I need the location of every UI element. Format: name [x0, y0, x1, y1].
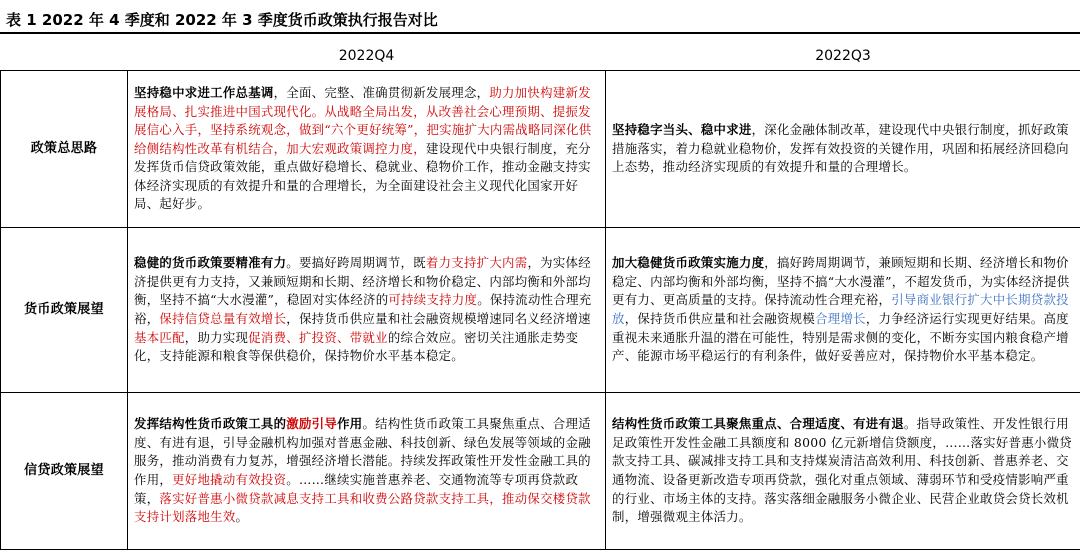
text-run: ，搞好跨周期调节，兼顾短期和长期、经济增长和物价稳定、内部均衡和外部均衡，坚持不搞“大水漫灌”，不超发货币，为实体经济提供更有力、更高质量的支持。保持流动性合理充裕，	[612, 255, 1070, 308]
text-run: ，力争经济运行实现更好结果。高度重视未来通胀升温的潜在可能性，特别是需求侧的变化，不断夯实国内粮食稳产增产、能源市场平稳运行的有利条件，做好妥善应对，保持物价水平基本稳定。	[612, 311, 1069, 364]
text-run: 促消费、扩投资、带就业	[248, 329, 388, 345]
cell-q3-policy-approach	[606, 71, 1080, 228]
text-run: 的综合效应。密切关注通胀走势变化，支持能源和粮食等保供稳价，保持物价水平基本稳定。	[134, 329, 579, 364]
row-label-policy-approach: 政策总思路	[1, 71, 128, 228]
cell-q3-credit-outlook	[606, 393, 1080, 550]
cell-q4-credit-outlook	[128, 393, 606, 550]
text-run: 。结构性货币政策工具聚焦重点、合理适度、有进有退，引导金融机构加强对普惠金融、科技创新、绿色发展等领域的金融服务，推动消费有力复苏，增强经济增长潜能。持续发挥政策性开发性金融工具的作用，	[134, 416, 591, 487]
text-run: 加大稳健货币政策实施力度	[612, 255, 765, 271]
text-run: 基本匹配	[134, 329, 185, 345]
text-run: 结构性货币政策工具聚焦重点、合理适度、有进有退	[612, 416, 904, 432]
comparison-table	[0, 42, 1080, 550]
text-run: ，助力实现	[184, 329, 249, 345]
text-run: 着力支持扩大内需	[425, 255, 528, 271]
text-run: 落实好普惠小微贷款减息支持工具和收费公路贷款支持工具，推动保交楼贷款支持计划落地生效	[134, 490, 591, 525]
row-label-monetary-outlook: 货币政策展望	[1, 228, 128, 393]
text-run: ，全面、完整、准确贯彻新发展理念，	[273, 84, 490, 100]
text-run: 发挥结构性货币政策工具的	[134, 416, 287, 432]
text-run: 。保持流动性合理充裕，	[134, 292, 592, 326]
text-run: 更好地撬动有效投资	[172, 472, 287, 487]
text-run: 建设现代中央银行制度，充分发挥货币信贷政策效能，重点做好稳增长、稳就业、稳物价工作，推动金融支持实体经济实现质的有效提升和量的合理增长，为全面建设社会主义现代化国家开好局、起好步。	[134, 140, 591, 212]
text-run: 合理增长	[815, 311, 866, 326]
cell-q4-policy-approach	[128, 71, 606, 228]
header-q3: 2022Q3	[606, 42, 1080, 71]
header-corner	[1, 42, 128, 71]
text-run: 保持信贷总量有效增长	[159, 311, 287, 326]
text-run: 激励引导	[286, 416, 338, 432]
text-run: 可持续支持力度	[388, 292, 478, 308]
text-run: 作用	[337, 416, 363, 432]
header-q4: 2022Q4	[128, 42, 606, 71]
table-row	[1, 71, 1080, 228]
table-row	[1, 228, 1080, 393]
top-rule	[0, 32, 1080, 34]
text-run: 。	[235, 509, 249, 525]
table-row	[1, 393, 1080, 550]
cell-q4-monetary-outlook	[128, 228, 606, 393]
table-caption: 表 1 2022 年 4 季度和 2022 年 3 季度货币政策执行报告对比	[6, 11, 438, 29]
text-run: ，为实体经济提供更有力支持，又兼顾短期和长期、经济增长和物价稳定、内部均衡和外部均衡，坚持不搞“大水漫灌”，稳固对实体经济的	[134, 255, 591, 308]
text-run: ，保持货币供应量和社会融资规模	[624, 311, 816, 326]
text-run: 。要搞好跨周期调节，既	[286, 255, 426, 271]
text-run: ，保持货币供应量和社会融资规模增速同名义经济增速	[286, 311, 591, 326]
header-row	[1, 42, 1080, 71]
text-run: 助力加快构建新发展格局、扎实推进中国式现代化。从战略全局出发，从改善社会心理预期、提振发展信心入手，坚持系统观念，做到“六个更好统筹”，把实施扩大内需战略同深化供给侧结构性改革有机结合，加大宏观政策调控力度，	[134, 84, 592, 156]
text-run: 坚持稳字当头、稳中求进	[612, 122, 752, 138]
text-run: 。指导政策性、开发性银行用足政策性开发性金融工具额度和 8000 亿元新增信贷额度，……落实好普惠小微贷款支持工具、碳减排支持工具和支持煤炭清洁高效利用、科技创新、普惠养老、交通物流、设备更新改造专项再贷款，强化对重点领域、薄弱环节和受疫情影响严重的行业、市场主体的支持。落实落细金融服务小微企业、民营企业敢贷会贷长效机制，增强微观主体活力。	[612, 416, 1073, 525]
text-run: 稳健的货币政策要精准有力	[134, 255, 287, 271]
text-run: 引导商业银行扩大中长期贷款投放	[612, 292, 1069, 326]
text-run: 。……继续实施普惠养老、交通物流等专项再贷款政策，	[134, 472, 579, 506]
row-label-credit-outlook: 信贷政策展望	[1, 393, 128, 550]
cell-q3-monetary-outlook	[606, 228, 1080, 393]
text-run: 坚持稳中求进工作总基调	[134, 84, 274, 100]
text-run: ，深化金融体制改革，建设现代中央银行制度，抓好政策措施落实，着力稳就业稳物价，发挥有效投资的关键作用，巩固和拓展经济回稳向上态势，推动经济实现质的有效提升和量的合理增长。	[612, 122, 1069, 175]
